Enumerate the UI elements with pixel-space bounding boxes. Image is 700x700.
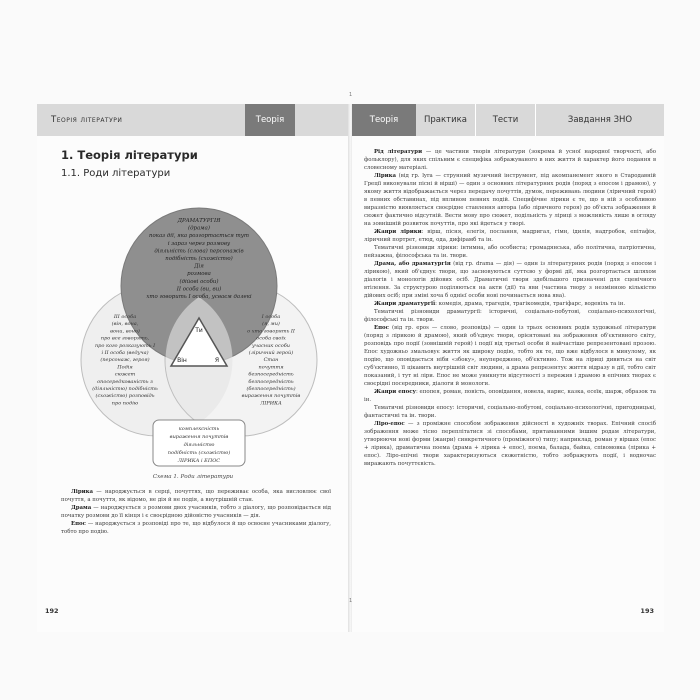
right-page <box>352 104 664 632</box>
diagram-text-line: безпосередність <box>248 371 294 378</box>
diagram-text-line: Стан <box>263 357 279 364</box>
diagram-text-line: (він, вона, <box>111 321 139 328</box>
paragraph-text: (від гр. drama — дія) — один із літературних родів (поряд з епосом і лірикою), який об'єднує твори, що засновуються суттєво у формі дії, яка розгортається шляхом діалогів і монологів дійових осіб. Драматичні твори здебільшого призначені для сценічного втілення. За структурою поділяються на акти (дії) та яви (частина твору з незмінною кількістю дійових осіб; при зміні хоча б однієї особи нові починається нова ява). <box>364 261 656 299</box>
triangle-label-top: Ти <box>195 327 203 334</box>
paragraph-text: : епопея, роман, повість, оповідання, новела, нарис, казка, есеїк, шарж, образок та ін. <box>364 389 656 403</box>
paragraph-text: — народжується в серці, почуттях, що переживає особа, яка висловлює свої почуття, а почуття, як відомо, не дія й не подія, а внутрішній стан. <box>61 489 331 503</box>
term-bold: Лірика <box>374 173 396 179</box>
body-paragraph <box>364 260 656 300</box>
spine-mark-bottom: 1 <box>349 598 353 604</box>
right-page-body <box>364 148 656 468</box>
body-paragraph <box>364 300 656 308</box>
diagram-text-line: і ІІ особа (ведуча) <box>101 350 149 356</box>
left-page-body <box>61 488 331 536</box>
literature-genres-venn-diagram <box>81 190 317 464</box>
page-number-left: 192 <box>45 607 59 615</box>
body-paragraph <box>364 308 656 324</box>
header-tab-theory-active: Теорія <box>352 104 416 136</box>
diagram-text-line: показ дії, яка розгортається тут <box>149 233 249 240</box>
triangle-label-right: Я <box>214 357 220 364</box>
diagram-text-line: вираження почуттів <box>241 393 301 400</box>
body-paragraph <box>364 244 656 260</box>
diagram-text-line: Дія <box>194 263 204 270</box>
right-page-header <box>352 104 664 136</box>
diagram-text-line: вираження почуттів <box>169 434 229 440</box>
diagram-caption: Схема 1. Роди літератури <box>152 474 234 480</box>
term-bold: Драма <box>71 505 92 511</box>
spine-mark-top: 1 <box>349 92 353 98</box>
term-bold: Рід літератури <box>374 149 423 155</box>
term-bold: Драма, або драматургія <box>374 261 451 267</box>
diagram-text-line: подібність (схожістю) <box>167 450 231 456</box>
term-bold: Жанри лірики <box>374 229 422 235</box>
diagram-text-line: ІІІ особа <box>113 314 137 320</box>
chapter-heading: 1. Теорія літератури <box>61 148 198 162</box>
section-heading: 1.1. Роди літератури <box>61 168 171 179</box>
body-paragraph <box>364 324 656 388</box>
paragraph-text: (від гр. lyra — струнний музичний інструмент, під акомпанемент якого в Стародавній Греції виконували пісні й вірші) — один з основних літературних родів (поряд з епосом і драмою), у якому життя відображається через передачу почуттів, думок, переживань людини (ліричний герой) в певних обставинах, під впливом певних подій. Специфічне лірики є те, що в ній з особливою виразністю виявляється своєрідне ставлення автора (або ліричного героя) до об'єкта зображення й сюжет фактично відсутній. Вести мову про сюжет, подільність у ліриці з можливість лише в огляду на зовнішній розвиток почуттів, про які йдеться у творі. <box>364 173 656 227</box>
diagram-text-line: ДРАМАТУРГІЯ <box>177 218 221 224</box>
body-paragraph <box>364 404 656 420</box>
diagram-text-line: ЛІРИКА і ЕПОС <box>177 458 221 464</box>
diagram-text-line: (ліричний герой) <box>248 350 294 356</box>
diagram-text-line: І особа <box>261 314 281 320</box>
paragraph-text: (від гр. epos — слово, розповідь) — один із трьох основних родів художньої літератури (поряд з лірикою й драмою), який об'єднує твори, орієнтовані на зображення об'єктивного світу, розповідь про події (зовнішній герой) і події від третьої особи й найчастіше репрезентовані прозою. Епос художньо змальовує життя як широку подію, тобто як те, що вже відбулося в минулому, як подію, що оповідається ніби «збоку», неупереджено, об'єктивно. Тож на ліриці дивиться на світ суб'єктивно, її цікавить внутрішній світ людини, а драма репрезентує життя відразу в дії, тобто світ показаний, і тут ні ліри. Епос не може уникнути відсутності з пережив і драмою в епічних творах є своєрідні посередники, діалоги й монологи. <box>364 325 656 387</box>
header-section-title: Теорія літератури <box>37 104 245 136</box>
paragraph-text: Тематичні різновиди драматургії: історичні, соціально-побутові, соціально-психологічні, філософські та ін. твори. <box>364 309 656 323</box>
diagram-text-line: сюжет <box>114 371 136 378</box>
paragraph-text: : вірш, пісня, елегія, послання, мадригал, гімн, ідилія, надгробок, епітафія, ліричний портрет, етюд, ода, дифірамб та ін. <box>364 229 656 243</box>
diagram-text-line: про кого розказують І <box>94 342 156 349</box>
body-paragraph <box>364 420 656 468</box>
body-paragraph <box>364 228 656 244</box>
page-number-right: 193 <box>640 607 654 615</box>
diagram-text-line: опосередкованість з <box>97 378 153 385</box>
diagram-text-line: безпосередність <box>248 378 294 385</box>
body-paragraph <box>364 172 656 228</box>
diagram-text-line: вони, воно) <box>110 328 140 335</box>
body-paragraph <box>364 148 656 172</box>
term-bold: Лірика <box>71 489 93 495</box>
paragraph-text: — народжується з розповіді про те, що відбулося й що освоєне учасниками діалогу, тобто про подію. <box>61 521 331 535</box>
diagram-text-line: Подія <box>117 364 133 371</box>
diagram-text-line: ІІ особа (ви, ви) <box>176 286 222 293</box>
diagram-text-line: (драма) <box>188 225 210 232</box>
paragraph-text: — з проміжне способом зображення дійсності в художніх творах. Епічний спосіб зображення може тісно переплітатися зі способами, притаманними іншим родам літератури, утворюючи нові форми (жанри) синкретичного (проміжного) типу; наприклад, роман у віршах (епос + лірика), драматична поема (драма + лірика + епос), поема, балада, байка, співомовка (лірика + епос). Ліро-епічні твори характеризуються сюжетністю, тобто зображують події, і водночас виражають почуттєвість. <box>364 421 656 467</box>
diagram-text-line: розмова <box>187 271 211 278</box>
diagram-text-line: про все говорять, <box>100 335 150 342</box>
diagram-text-line: (схожістю) розповідь <box>95 393 155 400</box>
paragraph-text: Тематичні різновиди епосу: історичні, соціально-побутові, соціально-психологічні, пригодницькі, фантастичні та ін. твори. <box>364 405 656 419</box>
paragraph-text: Тематичні різновиди лірики: інтимна, або особиста; громадянська, або політична, патріотична, пейзажна, філософська та ін. твори. <box>364 245 656 259</box>
diagram-text-line: особа своїх <box>256 335 286 342</box>
body-paragraph <box>364 388 656 404</box>
term-bold: Епос <box>374 325 389 331</box>
diagram-text-line: подібність (схожістю) <box>165 256 233 262</box>
term-bold: Жанри драматургії <box>374 301 436 307</box>
header-tab-zno: Завдання ЗНО <box>536 104 664 136</box>
paragraph-text: : комедія, драма, трагедія, трагікомедія, трагіфарс, водевіль та ін. <box>435 301 626 307</box>
term-bold: Ліро-епос <box>374 421 405 427</box>
diagram-text-line: (діяльністю) подібність <box>92 386 158 392</box>
diagram-text-line: (я, ми) <box>262 321 280 328</box>
paragraph-text: — це частини творів літератури (зокрема й усної народної творчості, або фольклору), для яких спільним є специфіка зображуваного в них життя й характер його подання в словесному матеріалі. <box>364 149 656 171</box>
term-bold: Епос <box>71 521 86 527</box>
header-blank-cell <box>295 104 349 136</box>
paragraph-text: — народжується з розмови двох учасників, тобто з діалогу, що розповідається від початку розмови до її кінця і є своєрідною дійовістю учасників — дія. <box>61 505 331 519</box>
body-paragraph <box>61 488 331 504</box>
left-page-header <box>37 104 349 136</box>
header-tab-practice: Практика <box>416 104 476 136</box>
diagram-text-line: о хто говорять ІІ <box>247 328 295 335</box>
diagram-text-line: діяльністю <box>183 442 215 448</box>
diagram-text-line: діяльність (слова) персонажів <box>154 248 244 255</box>
triangle-label-left: Він <box>177 357 187 364</box>
diagram-text-line: хто говорить І особа, усваєм далекі <box>146 294 252 300</box>
header-tab-tests: Тести <box>476 104 536 136</box>
diagram-text-line: учасник особи <box>252 342 290 349</box>
diagram-text-line: почуття <box>258 364 284 371</box>
header-tab-theory: Теорія <box>245 104 295 136</box>
diagram-text-line: ЛІРИКА <box>260 400 282 407</box>
body-paragraph <box>61 504 331 520</box>
term-bold: Жанри епосу <box>374 389 416 395</box>
diagram-text-line: комплексність <box>178 426 220 432</box>
diagram-text-line: (дійові особи) <box>179 278 219 285</box>
left-page <box>37 104 349 632</box>
body-paragraph <box>61 520 331 536</box>
diagram-text-line: і зараз через розмову <box>167 240 231 247</box>
diagram-text-line: (безпосередність) <box>246 386 296 392</box>
diagram-text-line: (персонаж, героя) <box>100 357 150 364</box>
diagram-text-line: про подію <box>111 400 139 407</box>
